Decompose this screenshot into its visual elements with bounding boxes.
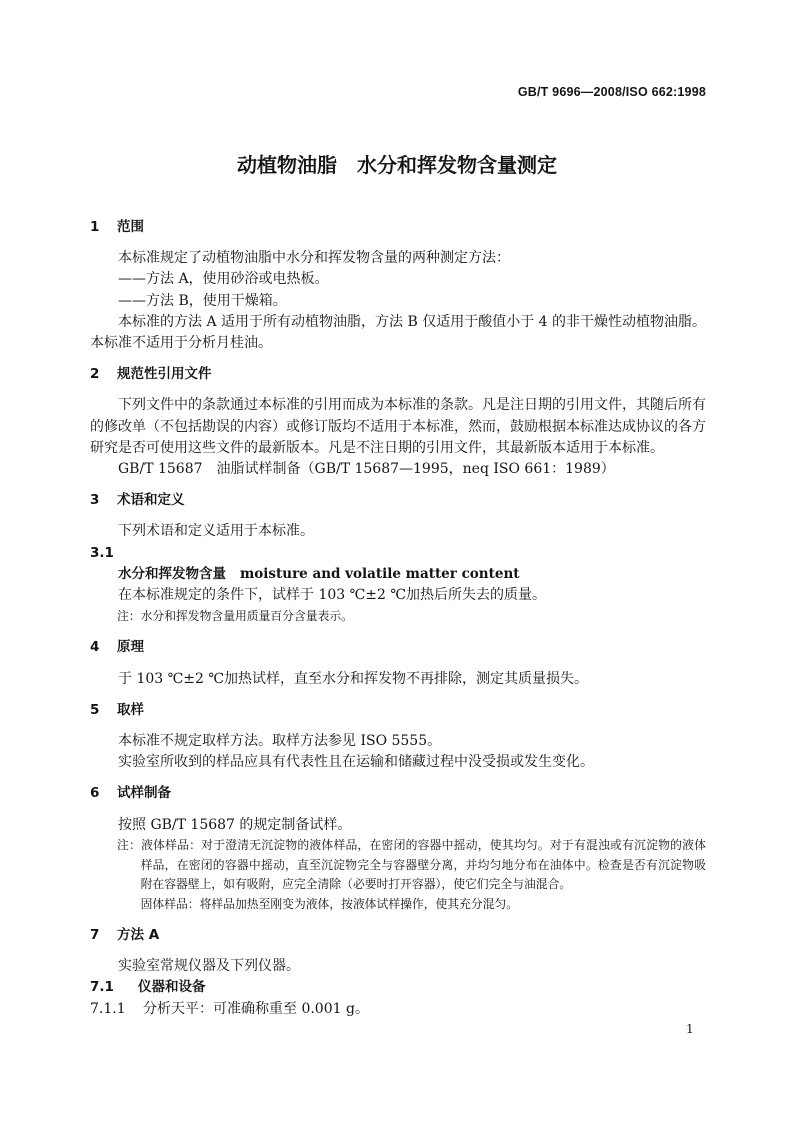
term-name-en: moisture and volatile matter content	[240, 565, 520, 582]
note-liquid-sample	[117, 836, 706, 895]
references-intro: 下列文件中的条款通过本标准的引用而成为本标准的条款。凡是注日期的引用文件，其随后所有的修改单（不包括勘误的内容）或修订版均不适用于本标准，然而，鼓励根据本标准达成协议的各方研究是否可使用这些文件的最新版本。凡是不注日期的引用文件，其最新版本适用于本标准。	[90, 397, 706, 456]
principle-text: 于 103 ℃±2 ℃加热试样，直至水分和挥发物不再排除，测定其质量损失。	[118, 670, 589, 687]
sampling-paragraph: 实验室所收到的样品应具有代表性且在运输和储藏过程中没受损或发生变化。	[118, 754, 594, 771]
term-definition: 在本标准规定的条件下，试样于 103 ℃±2 ℃加热后所失去的质量。	[118, 587, 547, 604]
section-title: 试样制备	[117, 785, 171, 802]
section-heading-principle	[90, 637, 706, 658]
document-title: 动植物油脂 水分和挥发物含量测定	[237, 153, 557, 177]
note-text: 水分和挥发物含量用质量百分含量表示。	[140, 609, 353, 624]
section-number: 1	[90, 219, 100, 235]
subsection-title: 仪器和设备	[138, 979, 206, 996]
section-number: 7	[90, 927, 100, 944]
method-b-item: ——方法 B，使用干燥箱。	[118, 292, 287, 309]
term-note	[117, 606, 706, 627]
terms-intro: 下列术语和定义适用于本标准。	[118, 523, 314, 540]
section-title: 原理	[117, 639, 144, 656]
section-title: 范围	[117, 219, 144, 235]
sampling-paragraph: 本标准不规定取样方法。取样方法参见 ISO 5555。	[118, 733, 442, 750]
section-number: 3	[90, 492, 100, 509]
section-title: 规范性引用文件	[117, 366, 212, 383]
scope-applicability: 本标准的方法 A 适用于所有动植物油脂，方法 B 仅适用于酸值小于 4 的非干燥性动植物油脂。本标准不适用于分析月桂油。	[90, 313, 707, 352]
section-heading-terms	[90, 490, 706, 511]
standard-code-header: GB/T 9696—2008/ISO 662:1998	[517, 85, 706, 99]
section-heading-method-a	[90, 925, 706, 946]
term-name	[90, 564, 706, 585]
section-title: 术语和定义	[117, 492, 185, 509]
method-a-intro: 实验室常规仪器及下列仪器。	[118, 958, 300, 975]
section-heading-scope	[90, 217, 706, 238]
sample-preparation-note	[117, 836, 706, 915]
reference-title: 油脂试样制备（GB/T 15687—1995，neq ISO 661：1989）	[216, 461, 615, 478]
page-number: 1	[686, 1022, 694, 1036]
reference-entry	[90, 459, 706, 480]
section-title: 方法 A	[117, 927, 160, 944]
scope-intro: 本标准规定了动植物油脂中水分和挥发物含量的两种测定方法：	[118, 250, 510, 267]
sample-preparation-text: 按照 GB/T 15687 的规定制备试样。	[118, 816, 352, 833]
section-heading-sample-preparation	[90, 783, 706, 804]
method-a-item: ——方法 A，使用砂浴或电热板。	[118, 271, 329, 288]
note-solid-sample: 固体样品：将样品加热至刚变为液体，按液体试样操作，使其充分混匀。	[140, 897, 519, 912]
section-number: 2	[90, 366, 100, 383]
subsection-heading-apparatus	[90, 977, 706, 998]
apparatus-item	[90, 999, 706, 1020]
section-heading-sampling	[90, 700, 706, 721]
document-body	[90, 217, 706, 1020]
note-text: 液体样品：对于澄清无沉淀物的液体样品，在密闭的容器中摇动，使其均匀。对于有混浊或有沉淀物的液体样品，在密闭的容器中摇动，直至沉淀物完全与容器壁分离，并均匀地分布在油体中。检查是否有沉淀物吸附在容器壁上，如有吸附，应完全清除（必要时打开容器），使它们完全与油混合。	[140, 837, 706, 892]
note-label: 注：	[117, 609, 141, 624]
reference-code: GB/T 15687	[118, 461, 203, 478]
section-number: 4	[90, 639, 100, 656]
section-number: 5	[90, 701, 100, 718]
section-title: 取样	[117, 701, 144, 718]
section-number: 6	[90, 785, 100, 802]
note-label: 注：	[117, 837, 142, 852]
term-name-zh: 水分和挥发物含量	[118, 565, 226, 582]
subsection-number: 7.1	[90, 979, 114, 996]
item-text: 分析天平：可准确称重至 0.001 g。	[143, 1000, 369, 1017]
term-number: 3.1	[90, 544, 114, 561]
section-heading-normative-references	[90, 364, 706, 385]
item-number: 7.1.1	[90, 1000, 126, 1017]
